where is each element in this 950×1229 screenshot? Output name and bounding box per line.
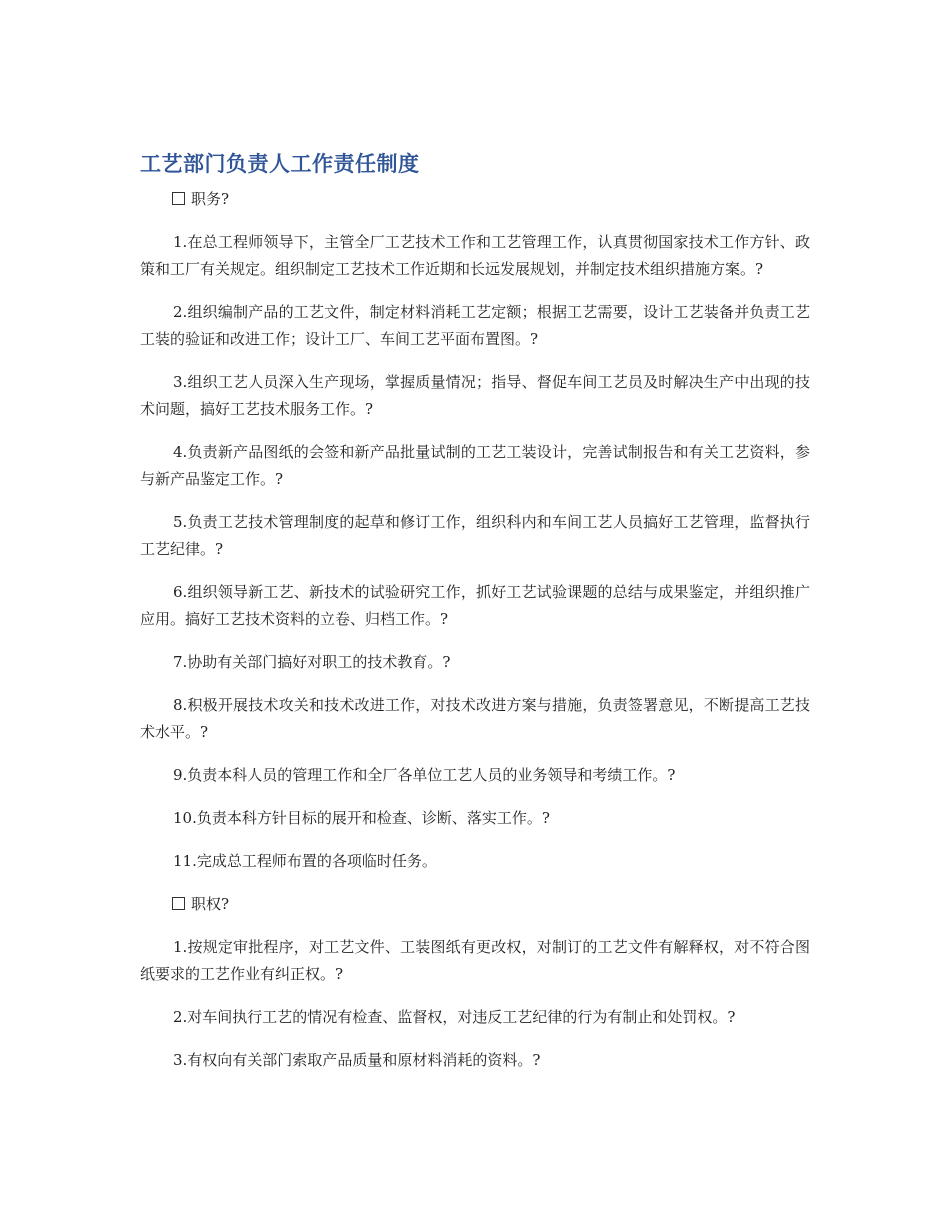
section-heading-label: 职权? (191, 895, 230, 913)
duty-item-3: 3.组织工艺人员深入生产现场，掌握质量情况；指导、督促车间工艺员及时解决生产中出现的技术问题，搞好工艺技术服务工作。? (140, 373, 810, 418)
duty-item-7: 7.协助有关部门搞好对职工的技术教育。? (173, 653, 451, 671)
section-heading-label: 职务? (191, 190, 230, 208)
authority-item-2: 2.对车间执行工艺的情况有检查、监督权，对违反工艺纪律的行为有制止和处罚权。? (173, 1008, 736, 1026)
duty-item-8: 8.积极开展技术攻关和技术改进工作，对技术改进方案与措施，负责签署意见，不断提高工艺技术水平。? (140, 696, 810, 741)
checkbox-icon (172, 192, 185, 205)
duty-item-1: 1.在总工程师领导下，主管全厂工艺技术工作和工艺管理工作，认真贯彻国家技术工作方针、政策和工厂有关规定。组织制定工艺技术工作近期和长远发展规划，并制定技术组织措施方案。? (140, 233, 810, 278)
document-title: 工艺部门负责人工作责任制度 (140, 152, 420, 176)
duty-item-4: 4.负责新产品图纸的会签和新产品批量试制的工艺工装设计，完善试制报告和有关工艺资料，参与新产品鉴定工作。? (140, 443, 810, 488)
duty-item-11: 11.完成总工程师布置的各项临时任务。 (173, 852, 437, 870)
document-page (140, 148, 810, 1090)
section-heading-authority (140, 891, 810, 917)
authority-item-3: 3.有权向有关部门索取产品质量和原材料消耗的资料。? (173, 1051, 541, 1069)
duty-item-9: 9.负责本科人员的管理工作和全厂各单位工艺人员的业务领导和考绩工作。? (173, 766, 676, 784)
duty-item-2: 2.组织编制产品的工艺文件，制定材料消耗工艺定额；根据工艺需要，设计工艺装备并负责工艺工装的验证和改进工作；设计工厂、车间工艺平面布置图。? (140, 303, 810, 348)
duty-item-5: 5.负责工艺技术管理制度的起草和修订工作，组织科内和车间工艺人员搞好工艺管理，监督执行工艺纪律。? (140, 513, 810, 558)
duty-item-10: 10.负责本科方针目标的展开和检查、诊断、落实工作。? (173, 809, 550, 827)
authority-item-1: 1.按规定审批程序，对工艺文件、工装图纸有更改权，对制订的工艺文件有解释权，对不符合图纸要求的工艺作业有纠正权。? (140, 938, 810, 983)
duty-item-6: 6.组织领导新工艺、新技术的试验研究工作，抓好工艺试验课题的总结与成果鉴定，并组织推广应用。搞好工艺技术资料的立卷、归档工作。? (140, 583, 810, 628)
checkbox-icon (172, 897, 185, 910)
section-heading-duties (140, 186, 810, 212)
